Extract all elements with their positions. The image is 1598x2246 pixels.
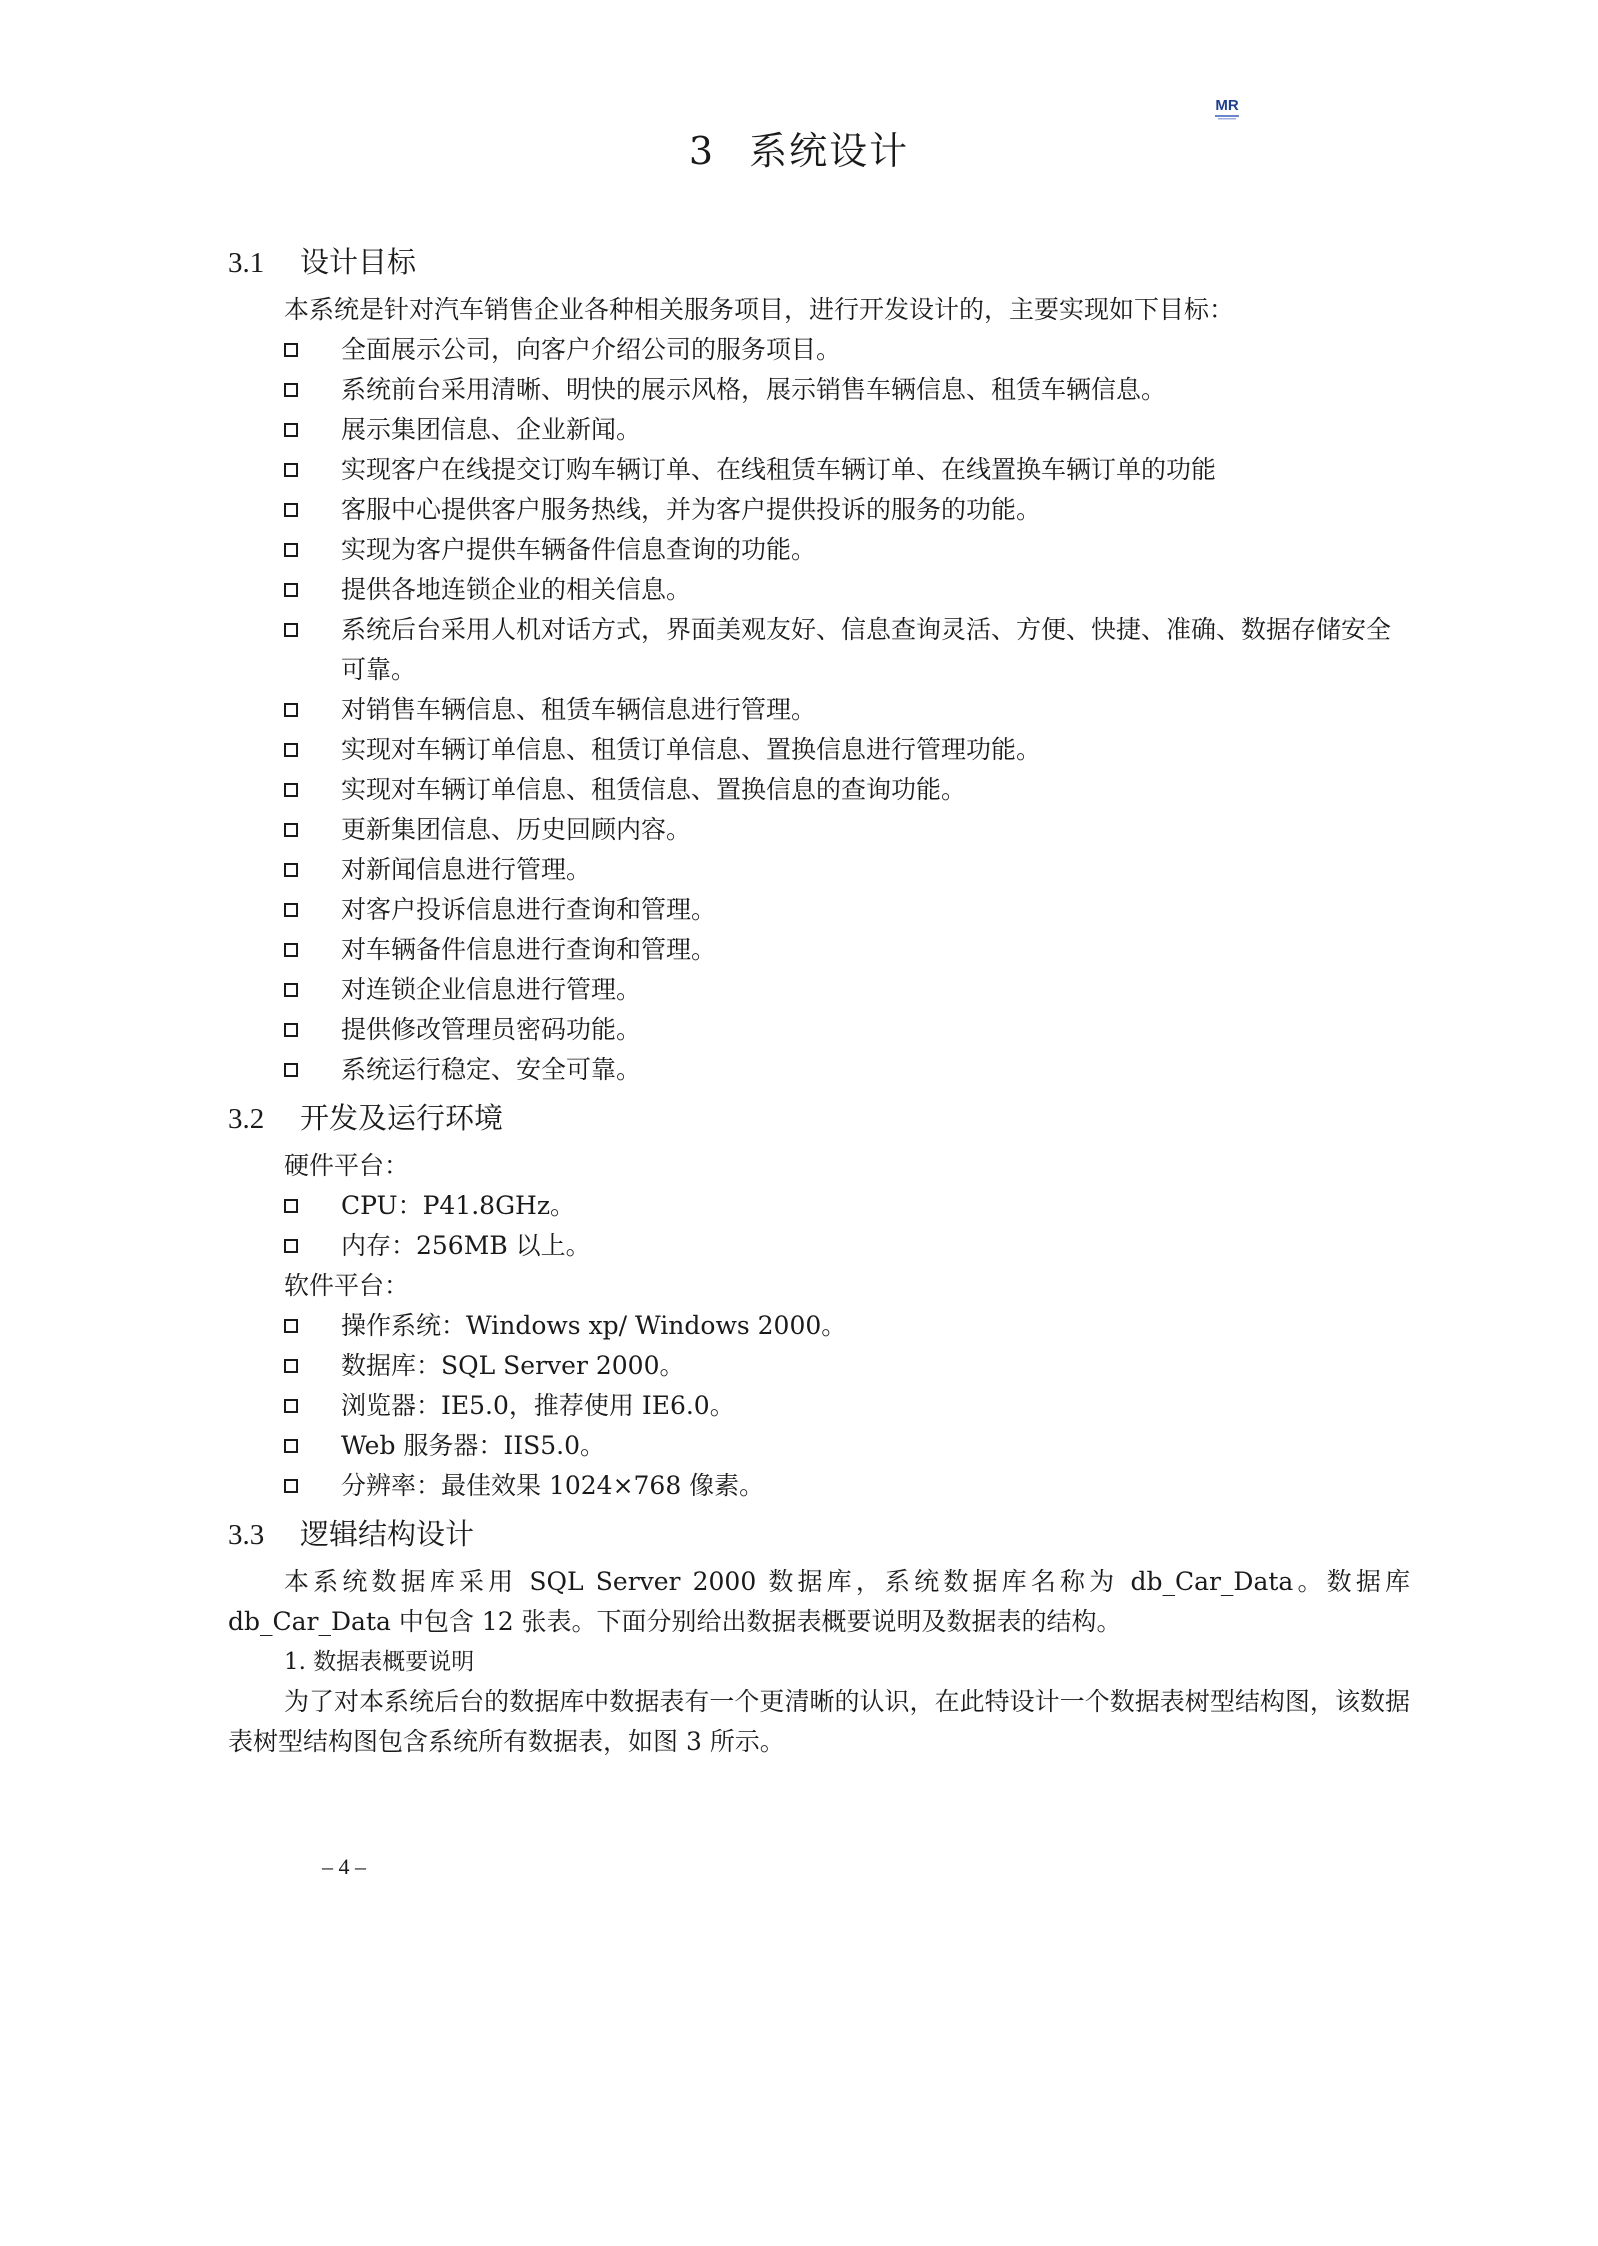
list-item: 提供各地连锁企业的相关信息。 [228,570,1410,610]
section-number: 3.2 [228,1103,265,1135]
list-item: 系统前台采用清晰、明快的展示风格，展示销售车辆信息、租赁车辆信息。 [228,370,1410,410]
page-number: – 4 – [322,1854,366,1879]
list-item: 展示集团信息、企业新闻。 [228,410,1410,450]
list-item: 对连锁企业信息进行管理。 [228,970,1410,1010]
list-item: 实现对车辆订单信息、租赁信息、置换信息的查询功能。 [228,770,1410,810]
section-heading-3-1 [228,234,1410,290]
section-intro: 本系统是针对汽车销售企业各种相关服务项目，进行开发设计的，主要实现如下目标： [284,295,1235,324]
checkbox-bullet-icon [284,943,298,957]
checkbox-bullet-icon [284,423,298,437]
checkbox-bullet-icon [284,1023,298,1037]
section-heading-3-2 [228,1090,1410,1146]
checkbox-bullet-icon [284,1479,298,1493]
list-item: 实现客户在线提交订购车辆订单、在线租赁车辆订单、在线置换车辆订单的功能 [228,450,1410,490]
checkbox-bullet-icon [284,743,298,757]
checkbox-bullet-icon [284,343,298,357]
checkbox-bullet-icon [284,1319,298,1333]
checkbox-bullet-icon [284,1439,298,1453]
list-item: 系统后台采用人机对话方式，界面美观友好、信息查询灵活、方便、快捷、准确、数据存储安全可靠。 [228,610,1410,690]
page-content [228,234,1410,1762]
body-paragraph: 本系统数据库采用 SQL Server 2000 数据库，系统数据库名称为 db_Car_Data。数据库 db_Car_Data 中包含 12 张表。下面分别给出数据表概要说明及数据表的结构。 [228,1567,1410,1636]
subsection-title: 1. 数据表概要说明 [284,1649,475,1675]
checkbox-bullet-icon [284,623,298,637]
chapter-number: 3 [688,129,716,173]
section-heading-3-3 [228,1506,1410,1562]
list-item: 对销售车辆信息、租赁车辆信息进行管理。 [228,690,1410,730]
list-item: 提供修改管理员密码功能。 [228,1010,1410,1050]
svg-text:MR: MR [1215,97,1239,114]
mr-logo-icon [1213,95,1241,121]
goals-list [228,330,1410,1090]
list-item: 对车辆备件信息进行查询和管理。 [228,930,1410,970]
list-item: 客服中心提供客户服务热线，并为客户提供投诉的服务的功能。 [228,490,1410,530]
section-number: 3.3 [228,1519,265,1551]
checkbox-bullet-icon [284,503,298,517]
section-title: 逻辑结构设计 [300,1517,475,1551]
checkbox-bullet-icon [284,1239,298,1253]
checkbox-bullet-icon [284,863,298,877]
checkbox-bullet-icon [284,1063,298,1077]
checkbox-bullet-icon [284,543,298,557]
list-item: 操作系统：Windows xp/ Windows 2000。 [228,1306,1410,1346]
checkbox-bullet-icon [284,703,298,717]
software-label: 软件平台： [284,1271,410,1300]
list-item: 全面展示公司，向客户介绍公司的服务项目。 [228,330,1410,370]
checkbox-bullet-icon [284,1399,298,1413]
checkbox-bullet-icon [284,1199,298,1213]
body-paragraph: 为了对本系统后台的数据库中数据表有一个更清晰的认识，在此特设计一个数据表树型结构图，该数据表树型结构图包含系统所有数据表，如图 3 所示。 [228,1687,1410,1756]
software-list [228,1306,1410,1506]
section-number: 3.1 [228,247,265,279]
checkbox-bullet-icon [284,983,298,997]
list-item: 对客户投诉信息进行查询和管理。 [228,890,1410,930]
list-item: 实现为客户提供车辆备件信息查询的功能。 [228,530,1410,570]
checkbox-bullet-icon [284,823,298,837]
checkbox-bullet-icon [284,783,298,797]
list-item: 实现对车辆订单信息、租赁订单信息、置换信息进行管理功能。 [228,730,1410,770]
list-item: Web 服务器：IIS5.0。 [228,1426,1410,1466]
checkbox-bullet-icon [284,383,298,397]
checkbox-bullet-icon [284,1359,298,1373]
checkbox-bullet-icon [284,583,298,597]
list-item: 系统运行稳定、安全可靠。 [228,1050,1410,1090]
section-title: 开发及运行环境 [300,1101,504,1135]
list-item: 数据库：SQL Server 2000。 [228,1346,1410,1386]
list-item: 分辨率：最佳效果 1024×768 像素。 [228,1466,1410,1506]
chapter-title-text: 系统设计 [749,129,910,173]
list-item: 对新闻信息进行管理。 [228,850,1410,890]
list-item: CPU：P41.8GHz。 [228,1186,1410,1226]
section-title: 设计目标 [300,245,417,279]
hardware-label: 硬件平台： [284,1151,410,1180]
list-item: 内存：256MB 以上。 [228,1226,1410,1266]
list-item: 更新集团信息、历史回顾内容。 [228,810,1410,850]
hardware-list [228,1186,1410,1266]
checkbox-bullet-icon [284,463,298,477]
chapter-title [0,120,1598,175]
checkbox-bullet-icon [284,903,298,917]
list-item: 浏览器：IE5.0，推荐使用 IE6.0。 [228,1386,1410,1426]
